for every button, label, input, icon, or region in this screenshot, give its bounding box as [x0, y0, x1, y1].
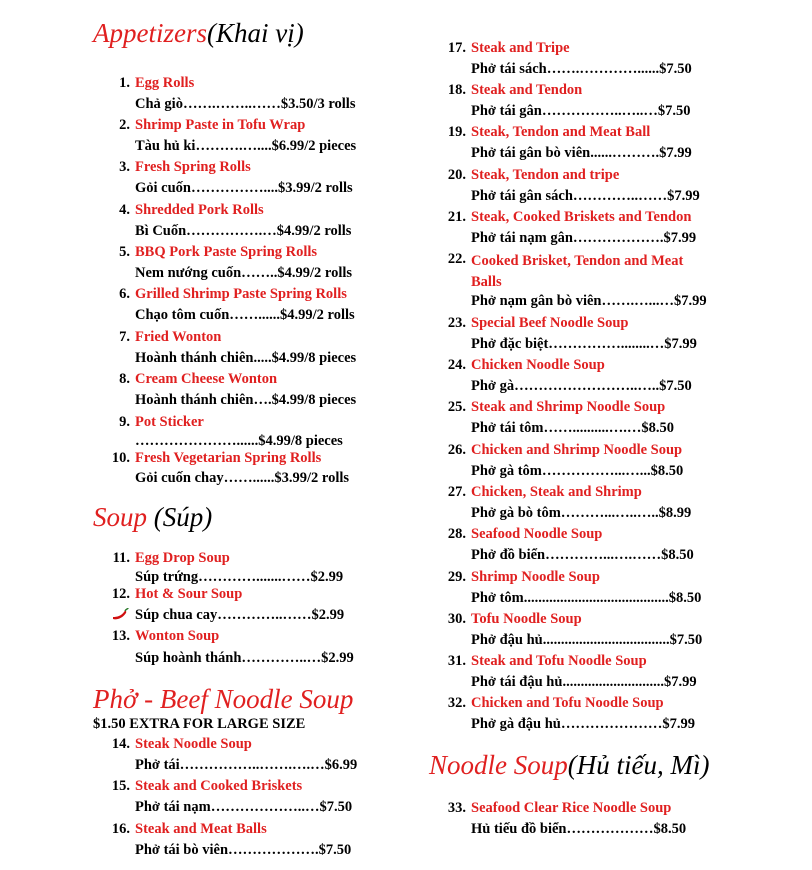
item-name: Steak Noodle Soup: [135, 736, 252, 752]
item-name: Special Beef Noodle Soup: [471, 315, 629, 331]
item-price-line: Súp chua cay…………..……$2.99: [135, 607, 345, 623]
item-number: 8.: [119, 371, 130, 387]
item-price-line: Phở đồ biển…………...….……$8.50: [471, 547, 694, 563]
item-name: Chicken and Shrimp Noodle Soup: [471, 442, 683, 458]
item-price-line: …………………......$4.99/8 pieces: [135, 433, 343, 449]
item-number: 4.: [119, 202, 130, 218]
item-name: Egg Drop Soup: [135, 550, 230, 566]
item-price-line: Phở tái đậu hủ............................$7.99: [471, 674, 697, 690]
item-number: 17.: [447, 40, 466, 56]
appetizers-title: Appetizers: [93, 18, 207, 48]
appetizers-title-viet: (Khai vị): [207, 18, 304, 48]
item-price-line: Hoành thánh chiên….$4.99/8 pieces: [135, 392, 357, 408]
item-price-line: Phở tái bò viên……………….$7.50: [135, 842, 352, 858]
item-number: 32.: [447, 695, 466, 711]
noodle-title: Noodle Soup: [429, 750, 568, 780]
item-number: 6.: [119, 286, 130, 302]
large-size-note: $1.50 EXTRA FOR LARGE SIZE: [93, 716, 306, 732]
item-name: Steak and Tofu Noodle Soup: [471, 653, 647, 669]
item-name: Fresh Vegetarian Spring Rolls: [135, 450, 322, 466]
item-name: Steak and Meat Balls: [135, 821, 267, 837]
item-name: Seafood Noodle Soup: [471, 526, 603, 542]
item-price-line: Tàu hủ ki……….…....$6.99/2 pieces: [135, 138, 357, 154]
item-name: Hot & Sour Soup: [135, 586, 243, 602]
item-price-line: Bì Cuốn…………….…$4.99/2 rolls: [135, 223, 352, 239]
item-number: 7.: [119, 329, 130, 345]
item-price-line: Hủ tiếu đồ biển………………$8.50: [471, 821, 687, 837]
item-price-line: Phở tái gân bò viên......……….$7.99: [471, 145, 692, 161]
appetizers-heading: [93, 18, 304, 49]
item-name: Steak, Tendon and tripe: [471, 167, 620, 183]
item-price-line: Chả giò…….……..……$3.50/3 rolls: [135, 96, 356, 112]
item-name: Shrimp Noodle Soup: [471, 569, 600, 585]
item-price-line: Súp hoành thánh…………..…$2.99: [135, 650, 354, 666]
item-name: Pot Sticker: [135, 414, 204, 430]
item-number: 24.: [447, 357, 466, 373]
item-name: Steak, Tendon and Meat Ball: [471, 124, 651, 140]
item-number: 14.: [111, 736, 130, 752]
item-price-line: Nem nướng cuốn……..$4.99/2 rolls: [135, 265, 353, 281]
item-number: 2.: [119, 117, 130, 133]
item-number: 11.: [112, 550, 130, 566]
item-name: Fried Wonton: [135, 329, 222, 345]
item-number: 12.: [111, 586, 130, 602]
item-number: 18.: [447, 82, 466, 98]
item-number: 28.: [447, 526, 466, 542]
item-name: Cream Cheese Wonton: [135, 371, 278, 387]
item-name: Steak and Tendon: [471, 82, 583, 98]
noodle-title-viet: (Hủ tiếu, Mì): [567, 750, 710, 780]
item-price-line: Phở tái gân sách…………..……$7.99: [471, 188, 700, 204]
soup-heading: [93, 502, 212, 533]
item-number: 5.: [119, 244, 130, 260]
item-number: 33.: [447, 800, 466, 816]
item-name: Steak, Cooked Briskets and Tendon: [471, 209, 692, 225]
item-name: Steak and Tripe: [471, 40, 570, 56]
soup-title: Soup: [93, 502, 147, 532]
item-number: 23.: [447, 315, 466, 331]
item-number: 27.: [447, 484, 466, 500]
item-name: Wonton Soup: [135, 628, 220, 644]
pho-heading: [93, 684, 353, 715]
soup-title-viet: (Súp): [153, 502, 213, 532]
noodle-heading: [429, 750, 709, 781]
item-name: Shredded Pork Rolls: [135, 202, 264, 218]
item-number: 3.: [119, 159, 130, 175]
item-number: 21.: [447, 209, 466, 225]
item-price-line: Phở gà bò tôm………...…..…..$8.99: [471, 505, 692, 521]
item-price-line: Phở gà……………………..…..$7.50: [471, 378, 692, 394]
item-name: Steak and Shrimp Noodle Soup: [471, 399, 666, 415]
item-price-line: Phở tái tôm……..........….…$8.50: [471, 420, 674, 436]
item-price-line: Phở tái……………..…….….…$6.99: [135, 757, 358, 773]
item-price-line: Phở đặc biệt……………........…$7.99: [471, 336, 697, 352]
item-number: 26.: [447, 442, 466, 458]
pho-title: Phở - Beef Noodle Soup: [93, 684, 354, 714]
item-number: 25.: [447, 399, 466, 415]
item-name: Egg Rolls: [135, 75, 195, 91]
item-number: 22.: [447, 251, 466, 267]
item-name: Steak and Cooked Briskets: [135, 778, 303, 794]
chili-pepper-icon: [110, 607, 130, 623]
item-price-line: Phở tái sách…….…………......$7.50: [471, 61, 692, 77]
item-name: Shrimp Paste in Tofu Wrap: [135, 117, 306, 133]
item-number: 13.: [111, 628, 130, 644]
item-price-line: Phở gà tôm……………...…...$8.50: [471, 463, 684, 479]
item-name: Chicken Noodle Soup: [471, 357, 605, 373]
item-price-line: Phở nạm gân bò viên…….…...…$7.99: [471, 293, 707, 309]
item-price-line: Hoành thánh chiên.....$4.99/8 pieces: [135, 350, 357, 366]
item-price-line: Phở tôm........................................$8.50: [471, 590, 702, 606]
item-number: 31.: [447, 653, 466, 669]
item-price-line: Phở đậu hủ...................................$7.50: [471, 632, 703, 648]
item-number: 9.: [119, 414, 130, 430]
item-price-line: Phở tái nạm gân……………….$7.99: [471, 230, 697, 246]
item-number: 1.: [119, 75, 130, 91]
item-name: Chicken, Steak and Shrimp: [471, 484, 642, 500]
item-name: Tofu Noodle Soup: [471, 611, 582, 627]
item-price-line: Phở tái gân……………..…..…$7.50: [471, 103, 691, 119]
item-number: 20.: [447, 167, 466, 183]
item-price-line: Phở gà đậu hủ…………………$7.99: [471, 716, 695, 732]
item-name: Seafood Clear Rice Noodle Soup: [471, 800, 672, 816]
item-price-line: Gỏi cuốn……………....$3.99/2 rolls: [135, 180, 353, 196]
item-number: 16.: [111, 821, 130, 837]
item-name: Fresh Spring Rolls: [135, 159, 251, 175]
item-price-line: Chạo tôm cuốn……......$4.99/2 rolls: [135, 307, 355, 323]
item-number: 19.: [447, 124, 466, 140]
item-name: BBQ Pork Paste Spring Rolls: [135, 244, 318, 260]
item-name: Grilled Shrimp Paste Spring Rolls: [135, 286, 347, 302]
item-price-line: Phở tái nạm………………..…$7.50: [135, 799, 353, 815]
item-name: Cooked Brisket, Tendon and Meat Balls: [471, 253, 684, 290]
item-number: 15.: [111, 778, 130, 794]
item-price-line: Gỏi cuốn chay……......$3.99/2 rolls: [135, 470, 350, 486]
item-number: 30.: [447, 611, 466, 627]
item-name: Chicken and Tofu Noodle Soup: [471, 695, 664, 711]
item-number: 29.: [447, 569, 466, 585]
item-number: 10.: [111, 450, 130, 466]
item-price-line: Súp trứng………….......……$2.99: [135, 569, 344, 585]
